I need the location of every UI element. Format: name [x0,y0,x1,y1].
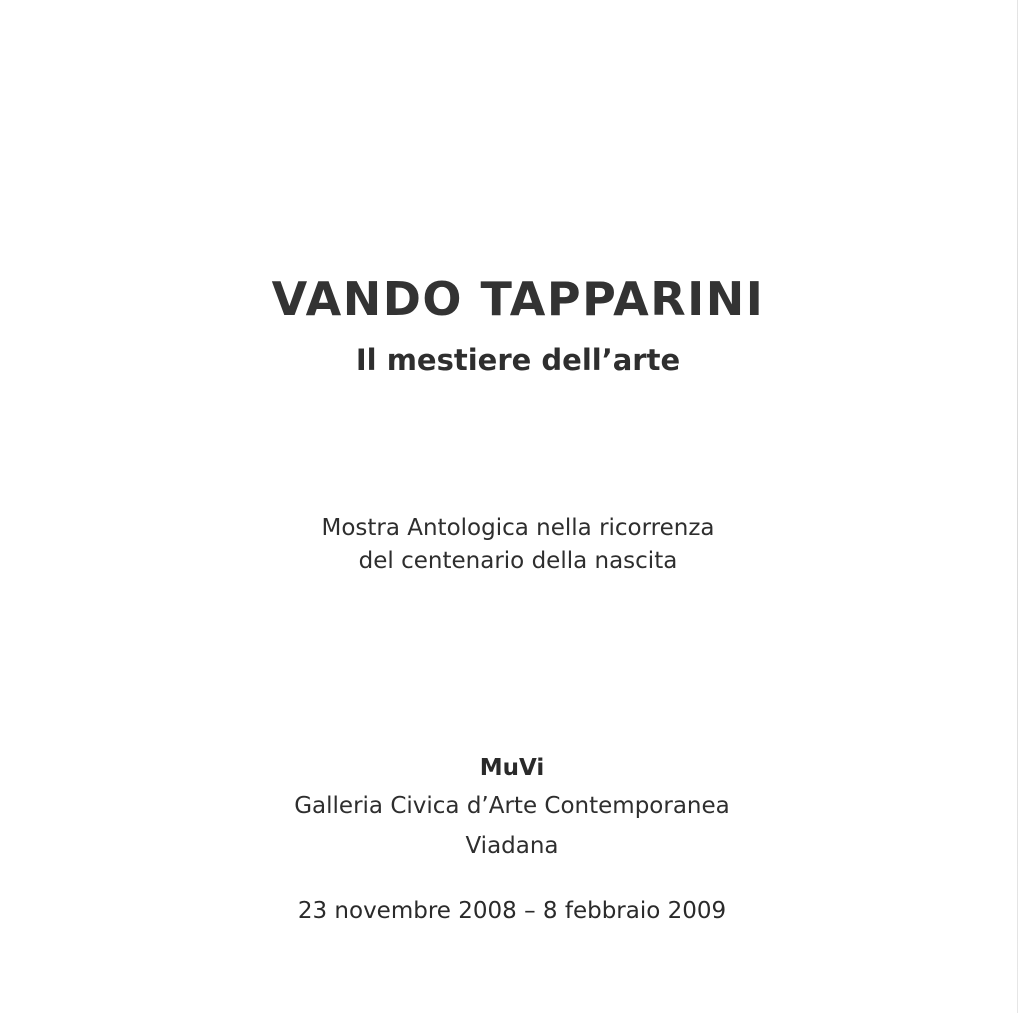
exhibition-dates: 23 novembre 2008 – 8 febbraio 2009 [297,898,727,924]
exhibition-subtitle: Il mestiere dell’arte [355,343,681,377]
venue-short-name: MuVi [479,755,545,781]
description-line-2: del centenario della nascita [358,548,678,574]
page-edge [1017,0,1018,1013]
artist-name: VANDO TAPPARINI [271,272,765,326]
description-line-1: Mostra Antologica nella ricorrenza [321,515,715,541]
venue-city: Viadana [465,833,559,859]
venue-full-name: Galleria Civica d’Arte Contemporanea [294,793,730,819]
